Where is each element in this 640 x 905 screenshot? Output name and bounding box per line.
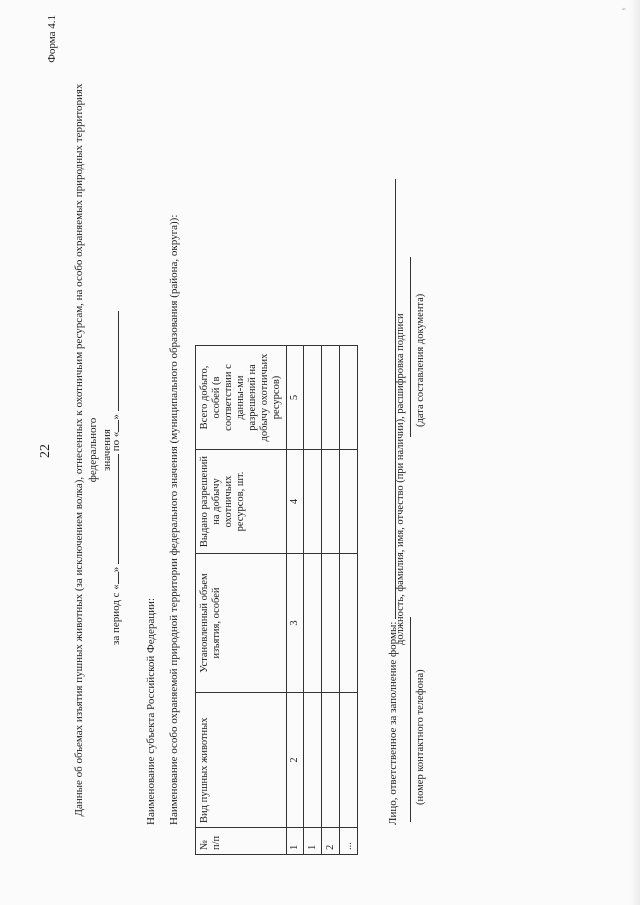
margin-mark: ʸ [620,7,629,10]
phone-blank-line [410,617,411,822]
form-title-line-2: значения [101,429,113,471]
form-number: Форма 4.1 [46,15,58,63]
table-cell [322,554,340,693]
table-cell [340,693,358,828]
period-blank [108,311,119,411]
table-cell: ... [340,828,358,855]
table-cell [322,450,340,554]
data-table-wrapper [195,345,358,855]
date-caption: (дата составления документа) [415,293,426,427]
page-number: 22 [38,444,53,458]
period-blank [108,454,119,564]
column-number: 1 [287,828,304,855]
header-total-harvested: Всего добыто, особей (в соответствии с данны-ми разрешений на добычу охотничьих ресурсов) [196,346,287,450]
table-cell [304,346,322,450]
header-quota: Установленный объем изъятия, особей [196,554,287,693]
table-cell [304,554,322,693]
column-number: 5 [287,346,304,450]
table-cell: 2 [322,828,340,855]
table-cell [340,346,358,450]
table-row [304,346,322,855]
table-cell: 1 [304,828,322,855]
subject-label: Наименование субъекта Российской Федерации: [145,597,157,825]
responsible-label: Лицо, ответственное за заполнение формы: [387,621,399,825]
table-row [322,346,340,855]
harvest-table [195,345,358,855]
territory-label: Наименование особо охраняемой природной территории федерального значения (муниципального образования (района, округа)): [168,214,180,825]
period-blank [108,420,119,432]
period-to: по « [110,431,122,452]
column-number: 2 [287,693,304,828]
form-title-line-1: Данные об объемах изъятия пушных животных (за исключением волка), отнесенных к охотничьим ресурсам, на особо охраняемых природных территориях федерального [73,83,99,817]
table-cell [322,693,340,828]
table-header-row [196,346,287,855]
date-blank-line [410,257,411,437]
responsible-caption: должность, фамилия, имя, отчество (при наличии), расшифровка подписи [395,313,406,645]
table-cell [304,693,322,828]
reporting-period [108,255,122,645]
period-mid: » [110,566,122,573]
period-end: » [110,414,122,420]
column-number: 4 [287,450,304,554]
table-cell [340,554,358,693]
period-blank [108,572,119,584]
column-number-row [287,346,304,855]
period-prefix: за период с « [110,584,122,645]
column-number: 3 [287,554,304,693]
table-cell [304,450,322,554]
table-cell [322,346,340,450]
header-index: № п/п [196,828,287,855]
phone-caption: (номер контактного телефона) [415,669,426,805]
table-row [340,346,358,855]
header-species: Вид пушных животных [196,693,287,828]
table-cell [340,450,358,554]
header-permits: Выдано разрешений на добычу охотничьих ресурсов, шт. [196,450,287,554]
